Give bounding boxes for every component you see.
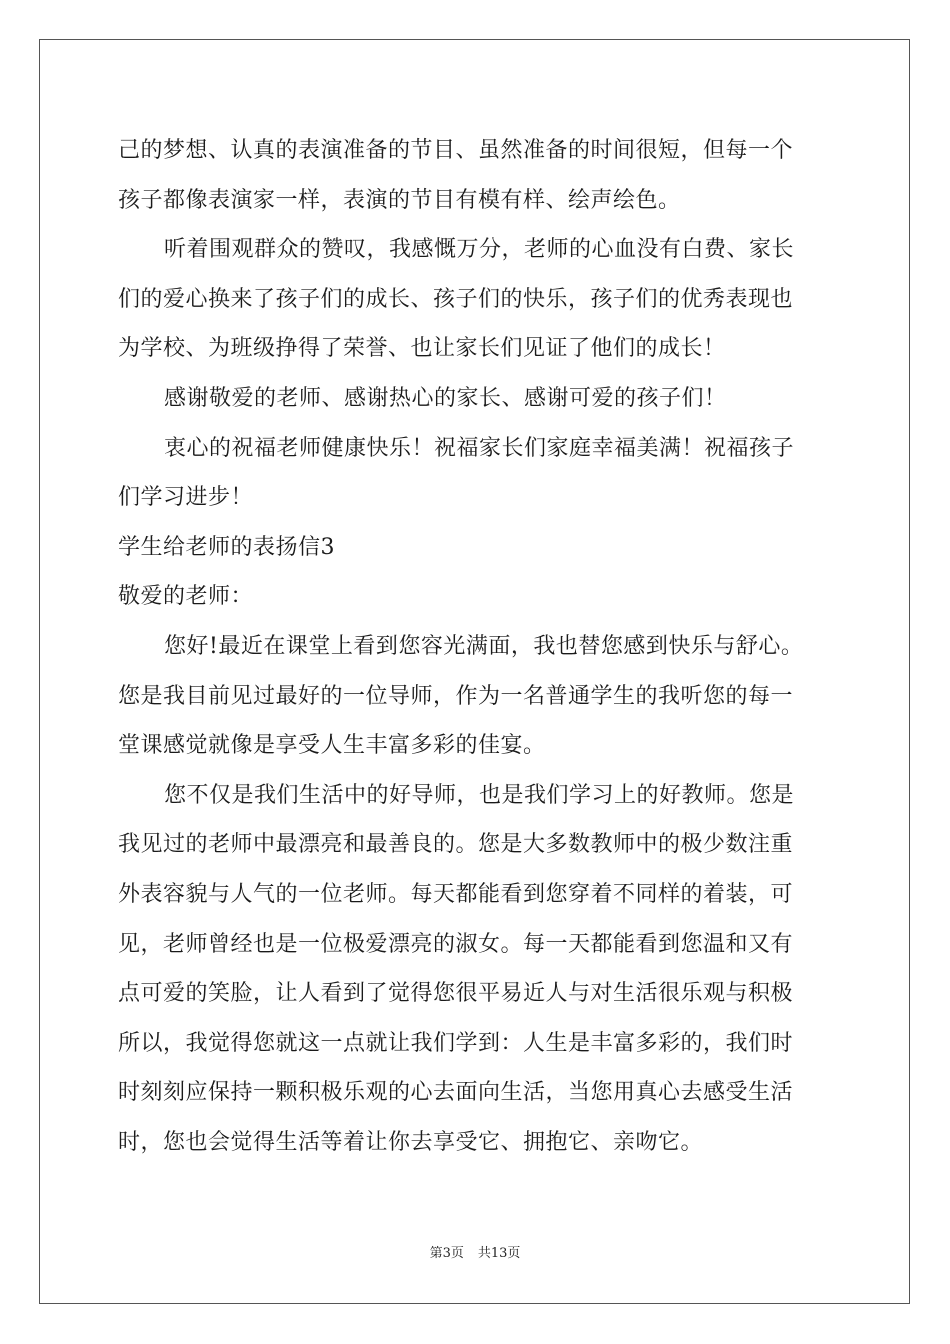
text-line: 们学习进步！ [118, 485, 254, 511]
text-line: 己的梦想、认真的表演准备的节目、虽然准备的时间很短，但每一个 [118, 138, 794, 163]
document-body [118, 126, 838, 1167]
text-line: 孩子都像表演家一样，表演的节目有模有样、绘声绘色。 [118, 187, 681, 213]
text-line: 时刻刻应保持一颗积极乐观的心去面向生活，当您用真心去感受生活 [118, 1080, 794, 1106]
text-line: 所以，我觉得您就这一点就让我们学到：人生是丰富多彩的，我们时 [118, 1030, 794, 1056]
text-line: 们的爱心换来了孩子们的成长、孩子们的快乐，孩子们的优秀表现也 [118, 286, 794, 312]
text-line: 时，您也会觉得生活等着让你去享受它、拥抱它、亲吻它。 [118, 1129, 704, 1155]
text-line: 学生给老师的表扬信3 [118, 534, 335, 560]
page-footer [0, 1245, 950, 1263]
text-line: 听着围观群众的赞叹，我感慨万分，老师的心血没有白费、家长 [164, 237, 795, 263]
text-line: 为学校、为班级挣得了荣誉、也让家长们见证了他们的成长！ [118, 336, 726, 362]
text-line: 您不仅是我们生活中的好导师，也是我们学习上的好教师。您是 [164, 782, 795, 808]
text-line: 外表容貌与人气的一位老师。每天都能看到您穿着不同样的着装，可 [118, 881, 794, 907]
page-number-current: 第3页 [429, 1246, 464, 1261]
text-line: 我见过的老师中最漂亮和最善良的。您是大多数教师中的极少数注重 [118, 832, 794, 858]
text-line: 您是我目前见过最好的一位导师，作为一名普通学生的我听您的每一 [118, 683, 794, 709]
text-line: 您好!最近在课堂上看到您容光满面，我也替您感到快乐与舒心。 [164, 633, 804, 659]
text-line: 点可爱的笑脸，让人看到了觉得您很平易近人与对生活很乐观与积极 [118, 981, 794, 1007]
text-line: 感谢敬爱的老师、感谢热心的家长、感谢可爱的孩子们！ [164, 385, 727, 411]
text-line: 衷心的祝福老师健康快乐！祝福家长们家庭幸福美满！祝福孩子 [164, 435, 795, 461]
page-number-total: 共13页 [477, 1246, 521, 1261]
text-line: 堂课感觉就像是享受人生丰富多彩的佳宴。 [118, 733, 546, 759]
text-line: 敬爱的老师： [118, 584, 254, 610]
text-line: 见，老师曾经也是一位极爱漂亮的淑女。每一天都能看到您温和又有 [118, 931, 794, 957]
